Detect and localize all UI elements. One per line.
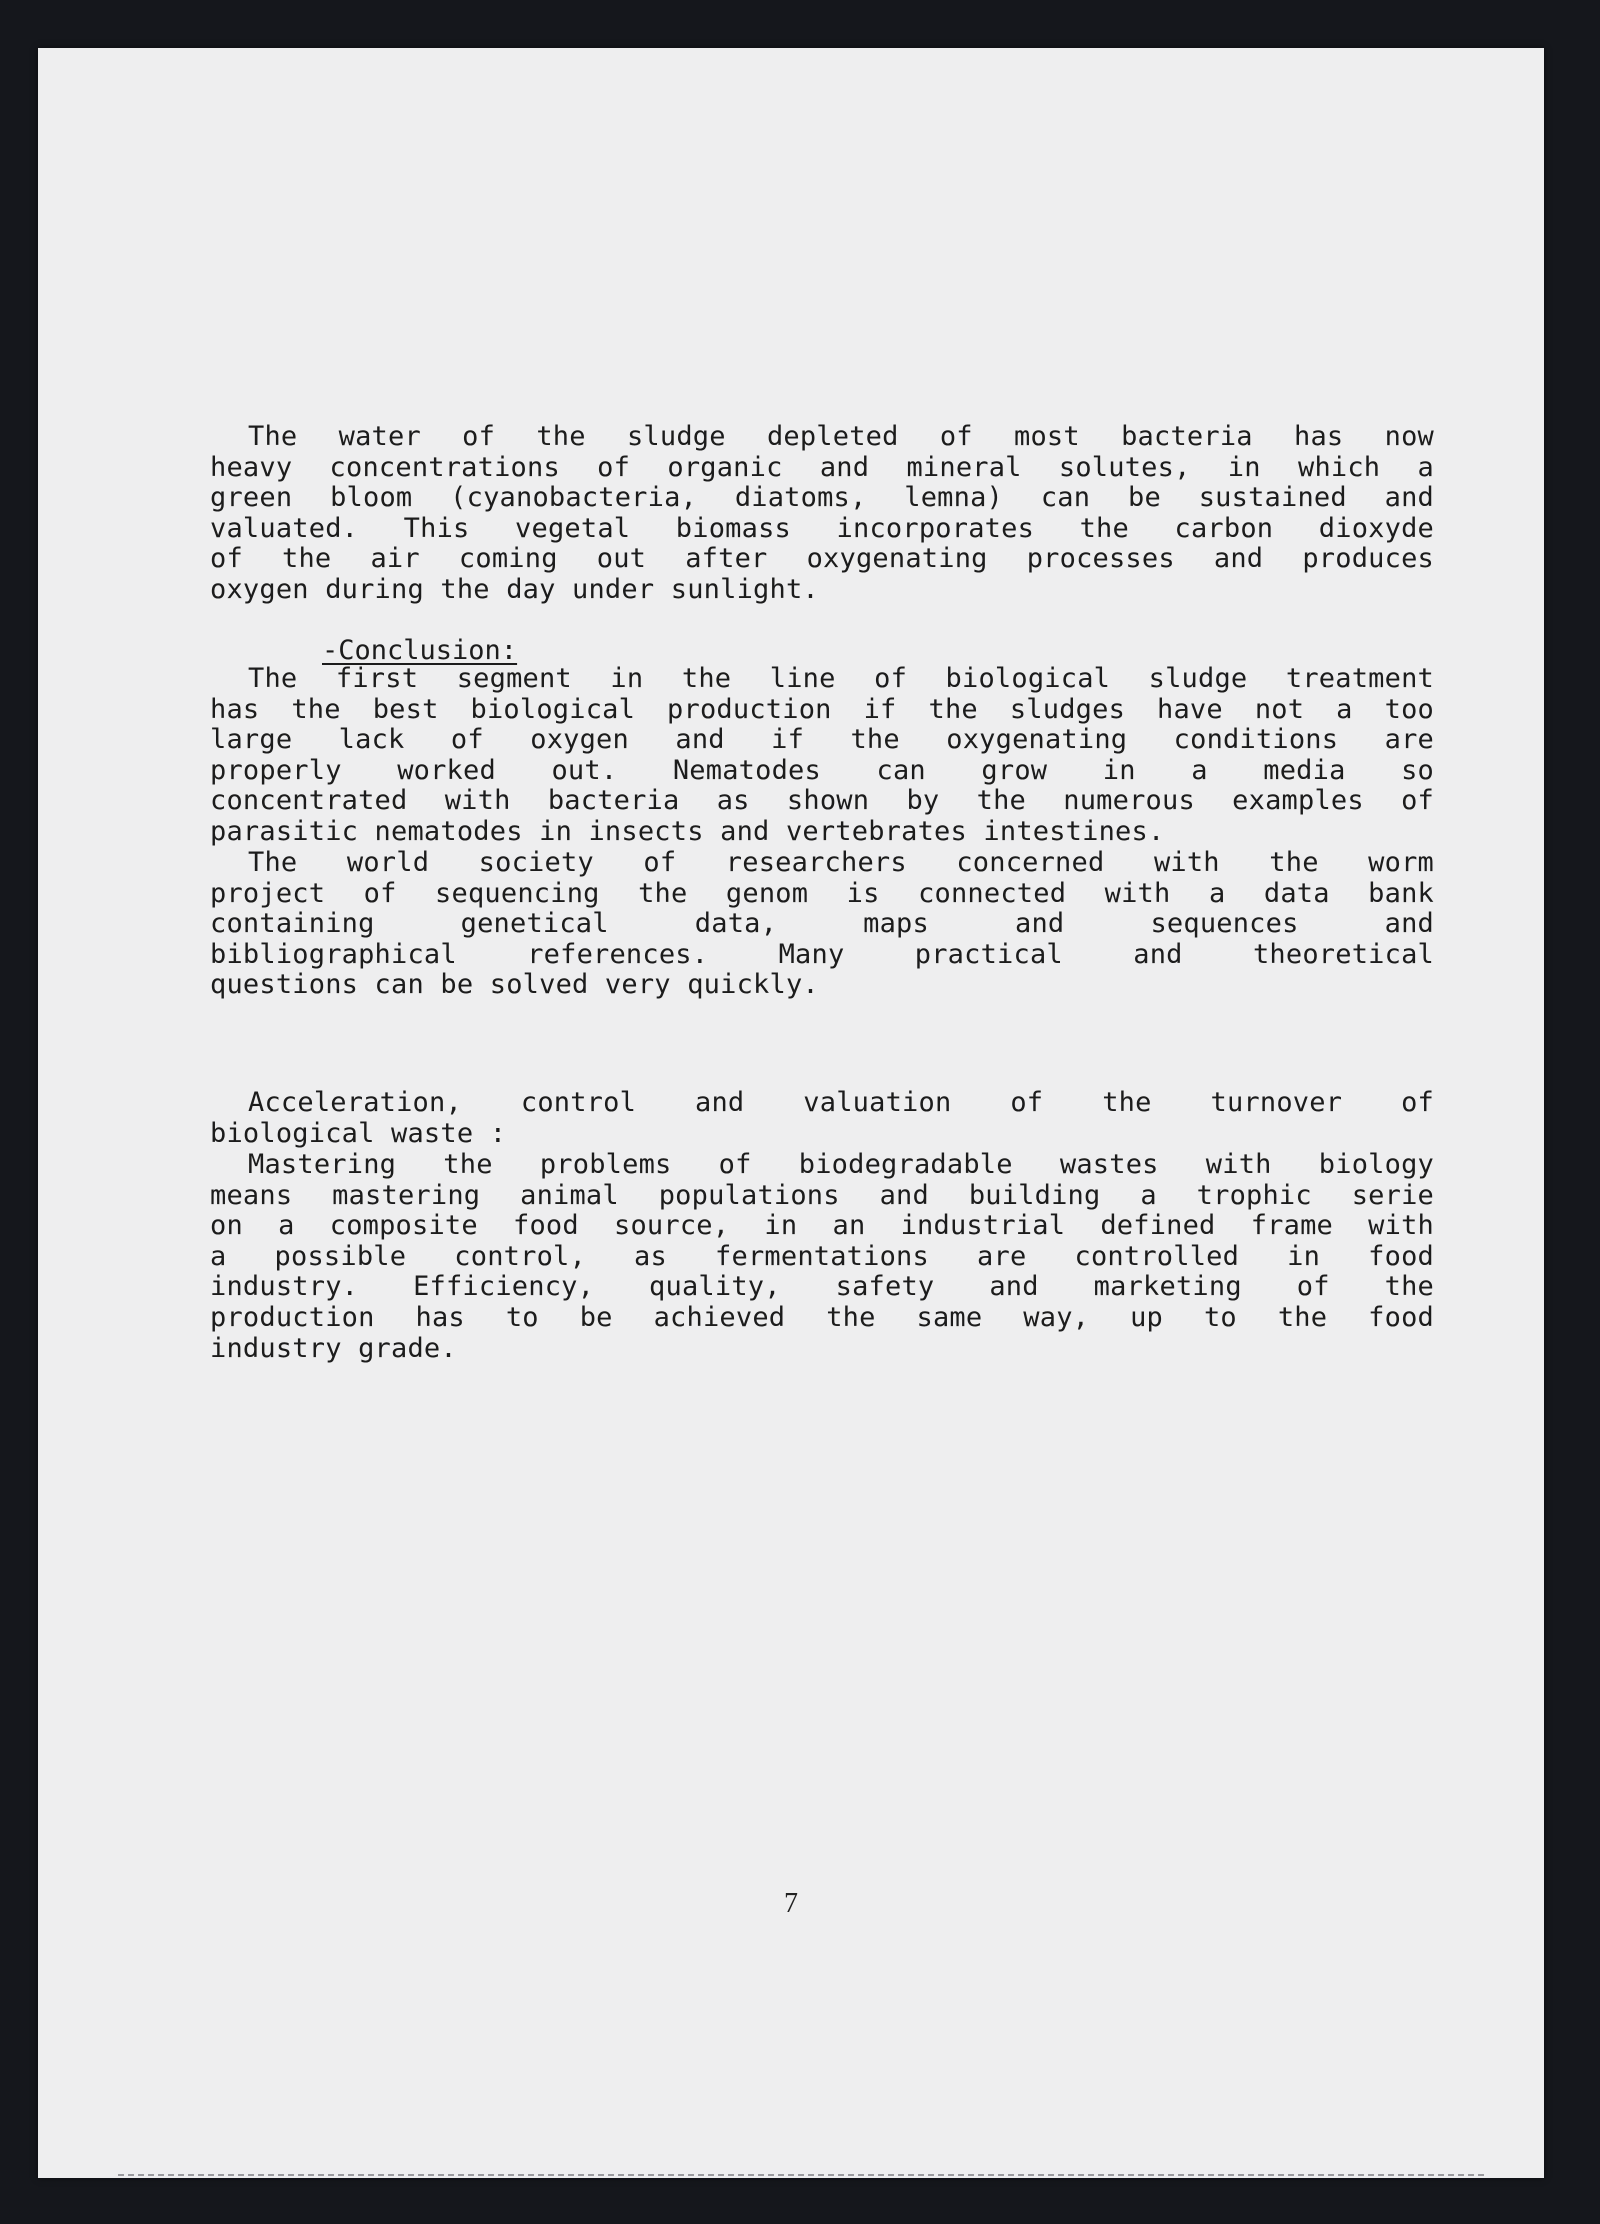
text-line: green bloom (cyanobacteria, diatoms, lemna) can be sustained and [210, 482, 1434, 514]
text-line: Acceleration, control and valuation of the turnover of [248, 1087, 1434, 1118]
text-line: heavy concentrations of organic and mineral solutes, in which a [210, 451, 1434, 483]
text-line: The world society of researchers concerned with the worm [248, 847, 1434, 878]
text-line: has the best biological production if the sludges have not a too [210, 693, 1434, 725]
page-bottom-edge [118, 2174, 1484, 2176]
text-line: large lack of oxygen and if the oxygenating conditions are [210, 724, 1434, 756]
paragraph-mastering [210, 1150, 1434, 1364]
text-line: of the air coming out after oxygenating processes and produces [210, 543, 1434, 575]
text-line: means mastering animal populations and building a trophic serie [210, 1179, 1434, 1211]
conclusion-heading: -Conclusion: [322, 635, 518, 666]
text-line: biological waste : [210, 1117, 507, 1149]
text-line: parasitic nematodes in insects and vertebrates intestines. [210, 815, 1165, 847]
text-line: valuated. This vegetal biomass incorporates the carbon dioxyde [210, 512, 1434, 544]
document-page [38, 48, 1544, 2178]
text-line: industry grade. [210, 1332, 457, 1364]
conclusion-heading-block [210, 636, 1434, 667]
text-line: bibliographical references. Many practical and theoretical [210, 938, 1434, 970]
text-line: project of sequencing the genom is connected with a data bank [210, 877, 1434, 909]
text-line: on a composite food source, in an industrial defined frame with [210, 1210, 1434, 1242]
page-number: 7 [784, 1888, 798, 1919]
text-line: a possible control, as fermentations are controlled in food [210, 1240, 1434, 1272]
text-line: oxygen during the day under sunlight. [210, 573, 819, 605]
text-line: concentrated with bacteria as shown by the numerous examples of [210, 785, 1434, 817]
text-line: industry. Efficiency, quality, safety and marketing of the [210, 1271, 1434, 1303]
section-heading-acceleration [210, 1088, 1434, 1149]
text-line: The water of the sludge depleted of most bacteria has now [248, 421, 1434, 452]
paragraph-sludge-water [210, 422, 1434, 606]
text-line: The first segment in the line of biological sludge treatment [248, 663, 1434, 694]
text-line: containing genetical data, maps and sequences and [210, 908, 1434, 940]
text-line: Mastering the problems of biodegradable wastes with biology [248, 1149, 1434, 1180]
paragraph-world-society [210, 848, 1434, 1001]
text-line: production has to be achieved the same way, up to the food [210, 1301, 1434, 1333]
text-line: properly worked out. Nematodes can grow in a media so [210, 754, 1434, 786]
text-line: questions can be solved very quickly. [210, 969, 819, 1001]
paragraph-first-segment [210, 664, 1434, 848]
